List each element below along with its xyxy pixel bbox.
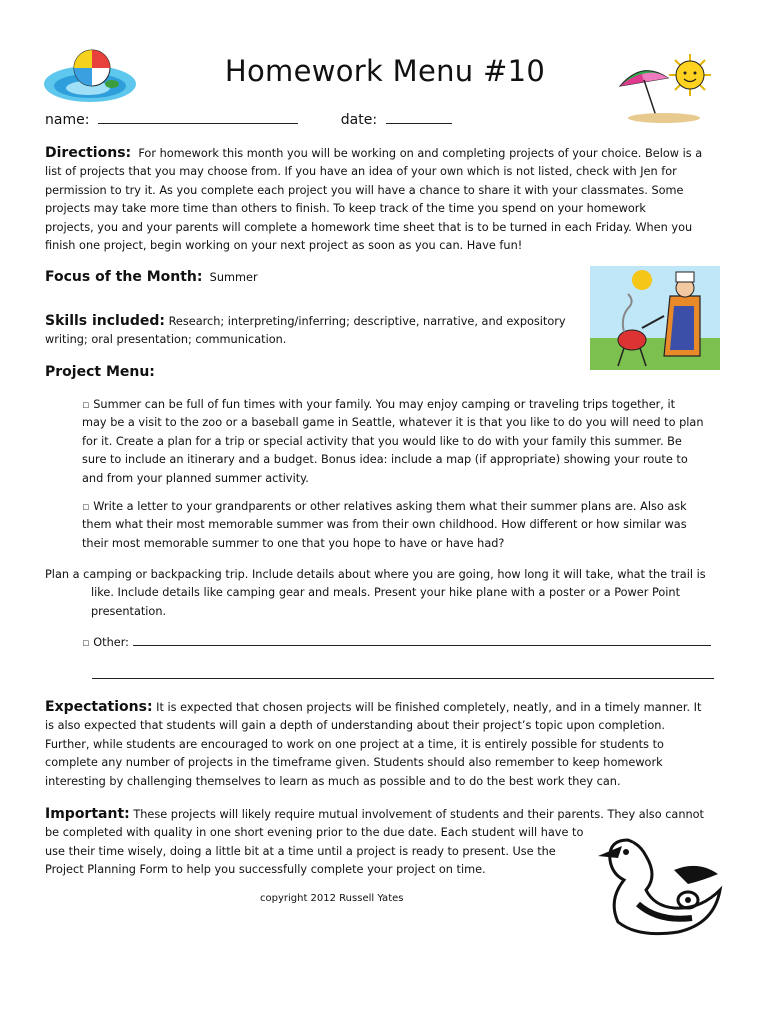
project-line: Write a letter to your grandparents or other relatives asking them what their summer plans are. Also ask [93, 500, 687, 513]
project-line: for it. Create a plan for a trip or special activity that you would like to do with your family this summer. Be [82, 434, 682, 448]
date-field[interactable] [386, 109, 452, 124]
bullet-icon: ▫ [82, 636, 90, 649]
project-line: presentation. [91, 604, 167, 618]
important-heading: Important: [45, 806, 130, 822]
bbq-chef-clipart-icon [590, 266, 720, 370]
name-date-row [45, 109, 456, 128]
important-line: These projects will likely require mutual involvement of students and their parents. They also cannot [133, 808, 704, 821]
important-section [45, 805, 735, 880]
project-menu-heading: Project Menu: [45, 364, 155, 380]
project-item-3 [45, 566, 735, 621]
directions-line: finish one project, begin working on your next project as soon as you can. Have fun! [45, 239, 523, 253]
copyright-text: copyright 2012 Russell Yates [260, 893, 404, 904]
expectations-section [45, 698, 735, 791]
focus-section [45, 268, 258, 287]
skills-line: Research; interpreting/inferring; descriptive, narrative, and expository [168, 315, 566, 328]
project-item-1 [82, 396, 732, 488]
directions-heading: Directions: [45, 145, 132, 161]
directions-line: projects, you and your parents will complete a homework time sheet that is to be turned in each Friday. When you [45, 220, 693, 234]
project-line: their most memorable summer to one that you hope to have or have had? [82, 536, 505, 550]
expectations-line: is also expected that students will gain a depth of understanding about their project’s topic upon completion. [45, 719, 666, 733]
other-field[interactable] [133, 634, 711, 646]
directions-line: list of projects that you may choose from. If you have an idea of your own which is not listed, check with Jen for [45, 165, 677, 179]
bullet-icon: ▫ [82, 398, 90, 411]
expectations-line: complete any number of projects in the timeframe given. Students should also remember to keep homework [45, 756, 663, 770]
project-line: Plan a camping or backpacking trip. Include details about where you are going, how long it will take, what the trail is [45, 568, 706, 581]
expectations-line: interesting by challenging themselves to learn as much as possible and to do the best work they can. [45, 774, 621, 788]
focus-value: Summer [209, 271, 258, 284]
project-item-2 [82, 498, 732, 553]
expectations-line: Further, while students are encouraged to work on one project at a time, it is entirely possible for students to [45, 737, 664, 751]
other-label: Other: [93, 636, 129, 649]
skills-heading: Skills included: [45, 313, 165, 329]
directions-line: permission to try it. As you complete each project you will have a chance to share it with your classmates. Some [45, 183, 684, 197]
project-line: and from your planned summer activity. [82, 471, 309, 485]
important-line: be completed with quality in one short evening prior to the due date. Each student will have to [45, 826, 584, 840]
expectations-heading: Expectations: [45, 699, 153, 715]
expectations-line: It is expected that chosen projects will be finished completely, neatly, and in a timely manner. It [156, 701, 702, 714]
directions-line: For homework this month you will be working on and completing projects of your choice. Below is a [138, 147, 703, 160]
name-field[interactable] [98, 109, 298, 124]
important-line: Project Planning Form to help you successfully complete your project on time. [45, 863, 486, 877]
focus-heading: Focus of the Month: [45, 269, 203, 285]
important-line: use their time wisely, doing a little bit at a time until a project is ready to present. Use the [45, 844, 556, 858]
page-title: Homework Menu #10 [224, 54, 546, 88]
project-line: sure to include an itinerary and a budget. Bonus idea: include a map (if appropriate) showing your route to [82, 453, 688, 467]
project-line: them what their most memorable summer was from their own childhood. How different or how similar was [82, 518, 687, 532]
project-line: Summer can be full of fun times with your family. You may enjoy camping or traveling trips together, it [93, 398, 676, 411]
skills-line: writing; oral presentation; communication. [45, 333, 287, 347]
date-label: date: [340, 112, 378, 128]
project-line: like. Include details like camping gear and meals. Present your hike plane with a poster or a Power Point [91, 586, 681, 600]
other-field-line-2[interactable] [92, 666, 714, 679]
directions-section [45, 144, 725, 255]
project-other-row [82, 634, 722, 652]
skills-section [45, 312, 585, 350]
bullet-icon: ▫ [82, 500, 90, 513]
name-label: name: [45, 112, 90, 128]
directions-line: projects may take more time than others to finish. To keep track of the time you spend on your homework [45, 202, 646, 216]
project-line: may be a visit to the zoo or a baseball game in Seattle, whatever it is that you like to do you will need to plan [82, 416, 704, 430]
